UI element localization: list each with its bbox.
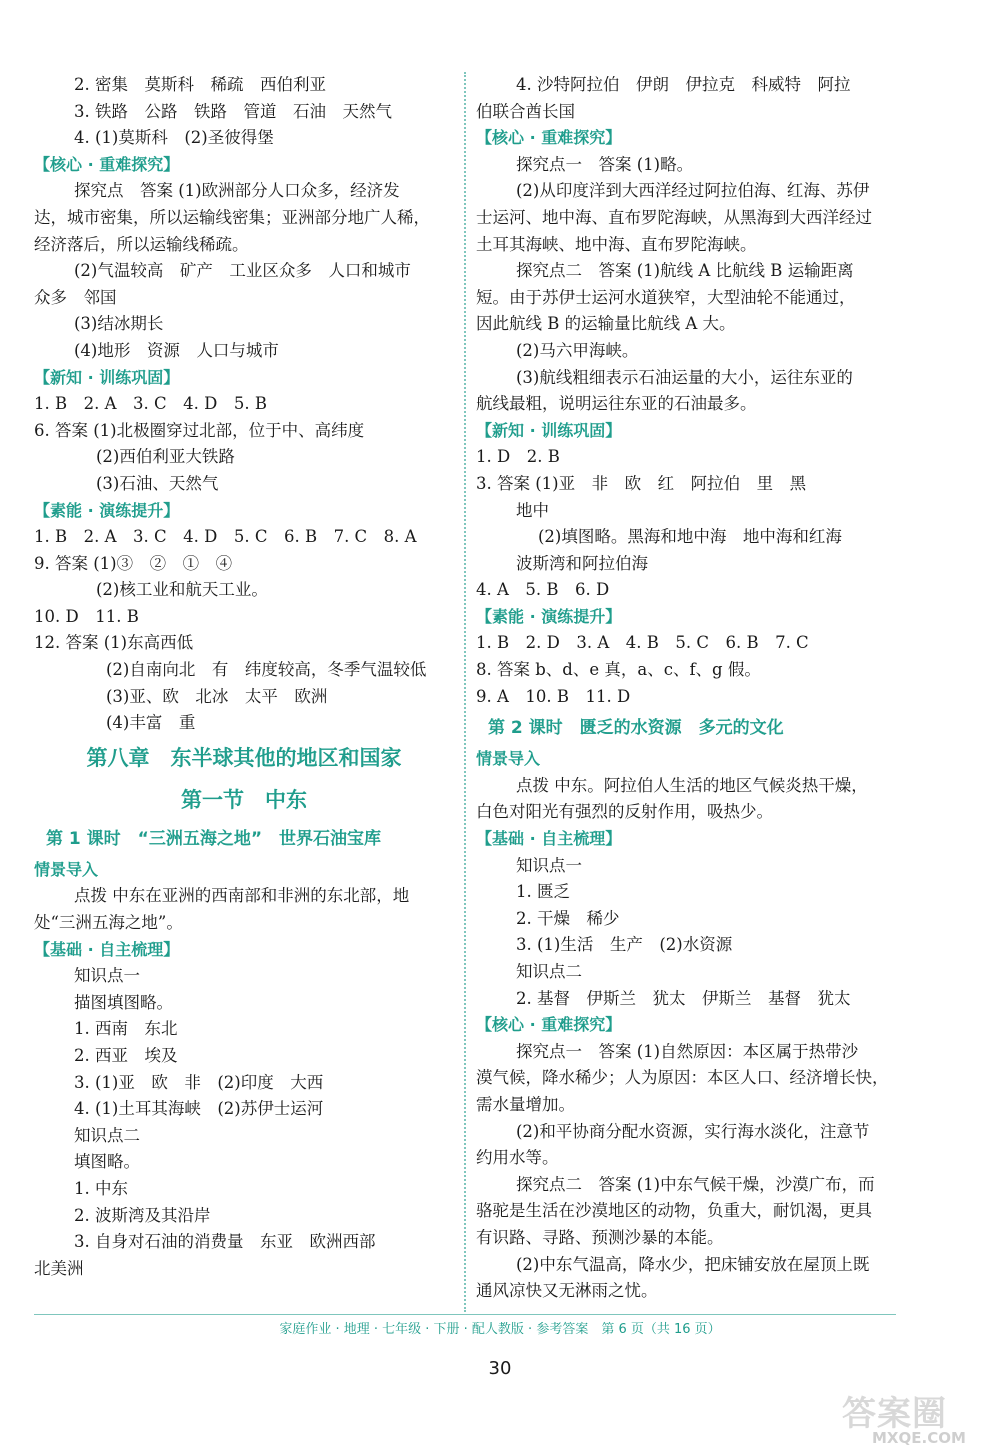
text-line: 3. (1)生活 生产 (2)水资源: [516, 935, 733, 955]
text-line: 处“三洲五海之地”。: [34, 913, 183, 933]
text-line: 探究点二 答案 (1)中东气候干燥，沙漠广布，而: [516, 1174, 875, 1194]
text-line: 1. B 2. A 3. C 4. D 5. C 6. B 7. C 8. A: [34, 527, 417, 547]
section-heading: 【素能 · 演练提升】: [476, 606, 622, 626]
section-heading: 【新知 · 训练巩固】: [34, 367, 180, 387]
text-line: (2)马六甲海峡。: [516, 340, 639, 360]
text-line: 2. 密集 莫斯科 稀疏 西伯利亚: [74, 75, 326, 94]
section-heading: 【新知 · 训练巩固】: [476, 420, 622, 440]
text-line: 知识点一: [516, 855, 582, 875]
text-line: 探究点 答案 (1)欧洲部分人口众多，经济发: [74, 181, 400, 201]
text-line: 经济落后，所以运输线稀疏。: [34, 234, 249, 254]
section-heading: 【核心 · 重难探究】: [476, 128, 622, 148]
text-line: 探究点二 答案 (1)航线 A 比航线 B 运输距离: [516, 261, 854, 281]
left-column: [34, 72, 454, 1282]
text-line: 1. D 2. B: [476, 447, 560, 467]
text-line: 2. 西亚 埃及: [74, 1046, 178, 1065]
section-heading: 【基础 · 自主梳理】: [34, 939, 180, 959]
text-line: 1. 中东: [74, 1178, 128, 1198]
text-line: 白色对阳光有强烈的反射作用，吸热少。: [476, 802, 773, 822]
text-line: 2. 波斯湾及其沿岸: [74, 1205, 211, 1225]
text-line: 士运河、地中海、直布罗陀海峡，从黑海到大西洋经过: [476, 207, 872, 227]
subsection-heading: 情景导入: [476, 749, 541, 769]
text-line: 4. A 5. B 6. D: [476, 580, 610, 600]
text-line: (3)结冰期长: [74, 314, 164, 334]
text-line: 漠气候，降水稀少；人为原因：本区人口、经济增长快，: [476, 1068, 889, 1088]
text-line: 6. 答案 (1)北极圈穿过北部，位于中、高纬度: [34, 420, 365, 440]
subsection-heading: 情景导入: [34, 859, 99, 879]
column-divider: [464, 72, 466, 1312]
text-line: 知识点一: [74, 966, 140, 986]
text-line: 1. 西南 东北: [74, 1019, 178, 1039]
page-footer: 家庭作业 · 地理 · 七年级 · 下册 · 配人教版 · 参考答案 第 6 页（共 16 页）: [279, 1322, 721, 1337]
text-line: 1. 匮乏: [516, 882, 570, 902]
section-heading: 【素能 · 演练提升】: [34, 500, 180, 520]
text-line: 12. 答案 (1)东高西低: [34, 633, 194, 653]
text-line: (2)西伯利亚大铁路: [96, 447, 235, 467]
text-line: 2. 基督 伊斯兰 犹太 伊斯兰 基督 犹太: [516, 988, 851, 1008]
text-line: 需水量增加。: [476, 1094, 575, 1114]
text-line: 8. 答案 b、d、e 真，a、c、f、g 假。: [476, 660, 761, 680]
text-line: 伯联合酋长国: [476, 101, 575, 121]
text-line: 因此航线 B 的运输量比航线 A 大。: [476, 314, 736, 334]
text-line: (2)核工业和航天工业。: [96, 580, 268, 600]
watermark-url: MXQE.COM: [872, 1429, 966, 1447]
text-line: 众多 邻国: [34, 287, 117, 307]
text-line: (2)自南向北 有 纬度较高，冬季气温较低: [106, 660, 427, 680]
text-line: 北美洲: [34, 1258, 84, 1278]
lesson-title: 第 2 课时 匮乏的水资源 多元的文化: [488, 718, 784, 739]
text-line: 航线最粗，说明运往东亚的石油最多。: [476, 394, 757, 414]
text-line: 2. 干燥 稀少: [516, 908, 620, 928]
text-line: 3. 答案 (1)亚 非 欧 红 阿拉伯 里 黑: [476, 473, 807, 493]
text-line: 知识点二: [516, 962, 582, 981]
text-line: 通风凉快又无淋雨之忧。: [476, 1281, 658, 1301]
text-line: (4)丰富 重: [106, 713, 196, 733]
text-line: 约用水等。: [476, 1148, 559, 1168]
text-line: 点拨 中东。阿拉伯人生活的地区气候炎热干燥，: [516, 775, 868, 795]
lesson-title: 第 1 课时 “三洲五海之地” 世界石油宝库: [46, 828, 382, 849]
footer-rule: [34, 1314, 896, 1315]
chapter-title: 第八章 东半球其他的地区和国家: [86, 745, 402, 770]
text-line: 3. 自身对石油的消费量 东亚 欧洲西部: [74, 1232, 376, 1252]
watermark-logo-text: 答案圈: [842, 1394, 947, 1434]
watermark-logo: [842, 1386, 992, 1447]
text-line: 波斯湾和阿拉伯海: [516, 553, 648, 573]
text-line: 4. 沙特阿拉伯 伊朗 伊拉克 科威特 阿拉: [516, 75, 851, 94]
text-line: (3)航线粗细表示石油运量的大小，运往东亚的: [516, 367, 853, 387]
text-line: 4. (1)莫斯科 (2)圣彼得堡: [74, 128, 274, 148]
section-heading: 【核心 · 重难探究】: [34, 154, 180, 174]
text-line: (3)亚、欧 北冰 太平 欧洲: [106, 686, 328, 706]
text-line: 9. A 10. B 11. D: [476, 686, 631, 706]
text-line: 描图填图略。: [74, 992, 173, 1012]
text-line: 10. D 11. B: [34, 606, 139, 626]
section-heading: 【基础 · 自主梳理】: [476, 829, 622, 849]
text-line: (3)石油、天然气: [96, 473, 219, 493]
text-line: 1. B 2. D 3. A 4. B 5. C 6. B 7. C: [476, 633, 809, 653]
text-line: 3. (1)亚 欧 非 (2)印度 大西: [74, 1072, 324, 1092]
text-line: 知识点二: [74, 1125, 140, 1145]
text-line: 探究点一 答案 (1)略。: [516, 154, 694, 174]
text-line: (2)从印度洋到大西洋经过阿拉伯海、红海、苏伊: [516, 181, 870, 201]
text-line: (2)填图略。黑海和地中海 地中海和红海: [538, 527, 842, 547]
chapter-title: 第一节 中东: [181, 787, 307, 812]
text-line: (2)中东气温高，降水少，把床铺安放在屋顶上既: [516, 1254, 870, 1274]
text-line: 地中: [516, 500, 549, 520]
text-line: 骆驼是生活在沙漠地区的动物，负重大，耐饥渴，更具: [476, 1201, 872, 1221]
text-line: 填图略。: [74, 1152, 140, 1172]
page-number: 30: [488, 1358, 512, 1379]
text-line: 4. (1)土耳其海峡 (2)苏伊士运河: [74, 1099, 324, 1119]
text-line: 1. B 2. A 3. C 4. D 5. B: [34, 394, 267, 414]
text-line: (2)气温较高 矿产 工业区众多 人口和城市: [74, 261, 411, 281]
right-column: [476, 72, 896, 1305]
text-line: 短。由于苏伊士运河水道狭窄，大型油轮不能通过，: [476, 287, 856, 307]
text-line: 达，城市密集，所以运输线密集；亚洲部分地广人稀，: [34, 207, 430, 227]
text-line: 点拨 中东在亚洲的西南部和非洲的东北部，地: [74, 886, 410, 906]
text-line: 土耳其海峡、地中海、直布罗陀海峡。: [476, 234, 757, 254]
text-line: 有识路、寻路、预测沙暴的本能。: [476, 1227, 724, 1247]
text-line: 9. 答案 (1)③ ② ① ④: [34, 553, 233, 573]
text-line: 探究点一 答案 (1)自然原因：本区属于热带沙: [516, 1041, 859, 1061]
section-heading: 【核心 · 重难探究】: [476, 1015, 622, 1035]
text-line: 3. 铁路 公路 铁路 管道 石油 天然气: [74, 101, 392, 121]
text-line: (2)和平协商分配水资源，实行海水淡化，注意节: [516, 1121, 870, 1141]
text-line: (4)地形 资源 人口与城市: [74, 340, 279, 360]
